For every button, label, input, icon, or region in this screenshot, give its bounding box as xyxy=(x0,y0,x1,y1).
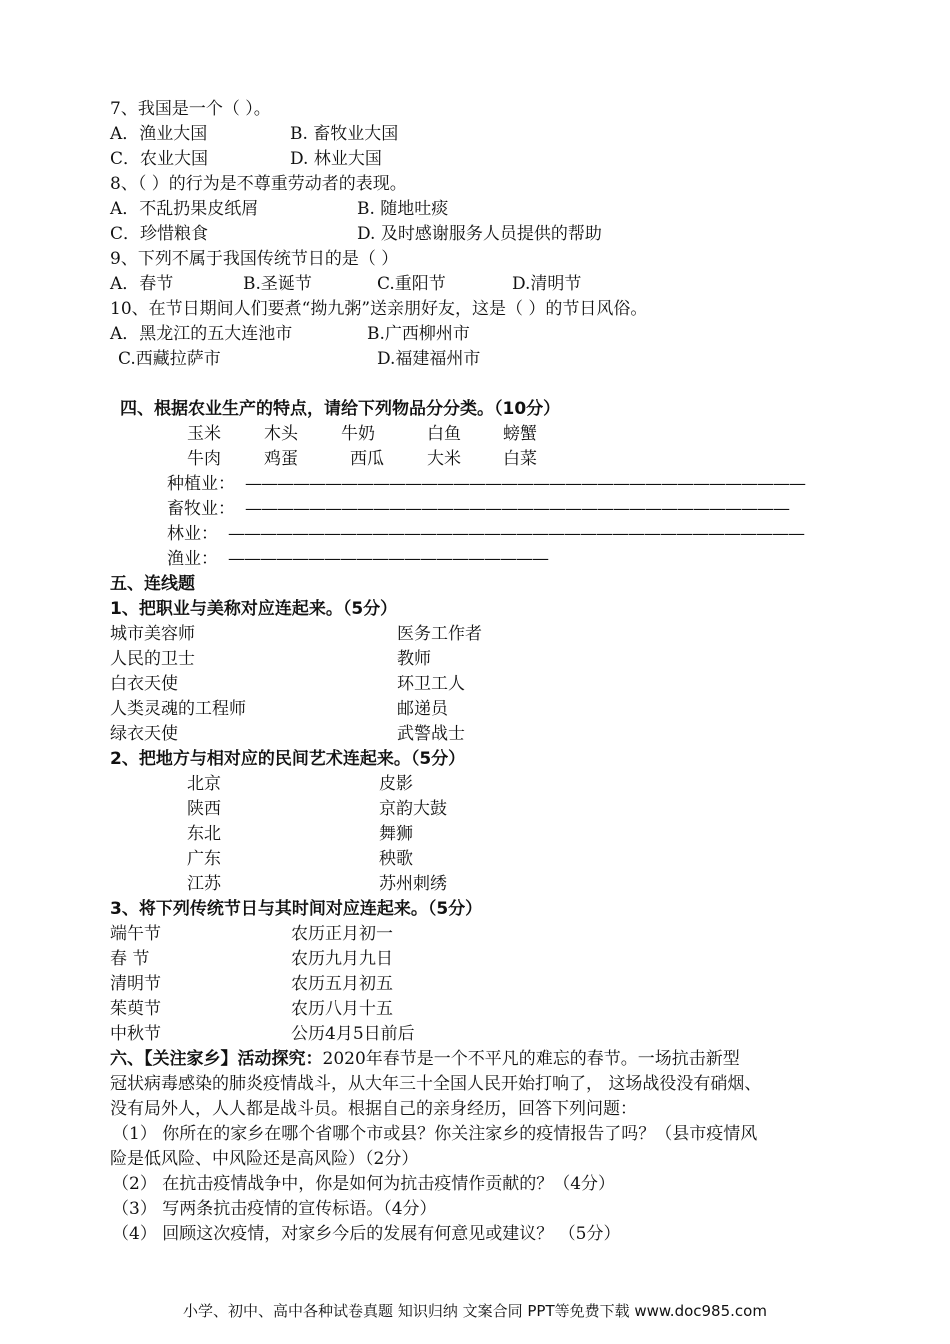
s5-q1-left: 白衣天使 xyxy=(110,674,178,694)
section4-item: 白菜 xyxy=(503,449,537,469)
s5-q2-right: 舞狮 xyxy=(379,824,413,844)
q7-option-c: C．农业大国 xyxy=(110,149,209,169)
section4-title: 四、根据农业生产的特点，请给下列物品分分类。（10分） xyxy=(120,399,561,419)
section5-title: 五、连线题 xyxy=(110,574,195,594)
s5-q2-right: 秧歌 xyxy=(379,849,413,869)
s5-q3-left: 端午节 xyxy=(110,924,161,944)
s5-q2-left: 江苏 xyxy=(187,874,221,894)
section6-q3: （3） 写两条抗击疫情的宣传标语。（4分） xyxy=(112,1199,437,1219)
section4-item: 玉米 xyxy=(187,424,221,444)
section6-title: 六、【关注家乡】活动探究： xyxy=(110,1049,323,1069)
s5-q3-right: 农历九月九日 xyxy=(291,949,393,969)
section6-intro-line3: 没有局外人，人人都是战斗员。根据自己的亲身经历，回答下列问题： xyxy=(110,1099,637,1119)
q10-option-b: B.广西柳州市 xyxy=(367,324,470,344)
section6-intro-line1 xyxy=(110,1047,740,1071)
q10-stem: 10、在节日期间人们要煮“拗九粥”送亲朋好友，这是（ ）的节日风俗。 xyxy=(110,299,648,319)
section6-intro-text: 2020年春节是一个不平凡的难忘的春节。一场抗击新型 xyxy=(322,1049,740,1069)
s5-q1-right: 医务工作者 xyxy=(397,624,482,644)
section6-q2: （2） 在抗击疫情战争中，你是如何为抗击疫情作贡献的？（4分） xyxy=(112,1174,616,1194)
s5-q2-title: 2、把地方与相对应的民间艺术连起来。（5分） xyxy=(110,749,466,769)
section4-item: 螃蟹 xyxy=(503,424,537,444)
q10-option-c: C.西藏拉萨市 xyxy=(118,349,221,369)
s5-q1-right: 武警战士 xyxy=(397,724,465,744)
q9-option-d: D.清明节 xyxy=(512,274,582,294)
q7-option-a: A．渔业大国 xyxy=(110,124,208,144)
s5-q1-right: 教师 xyxy=(397,649,431,669)
blank-fishery-line: ———————————————————— xyxy=(228,549,548,569)
q7-stem: 7、我国是一个（ ）。 xyxy=(110,99,271,119)
page-footer: 小学、初中、高中各种试卷真题 知识归纳 文案合同 PPT等免费下载 www.doc985.com xyxy=(183,1302,767,1320)
blank-forestry-label: 林业： xyxy=(167,524,218,544)
section4-item: 大米 xyxy=(427,449,461,469)
q8-stem: 8、（ ）的行为是不尊重劳动者的表现。 xyxy=(110,174,407,194)
q9-stem: 9、下列不属于我国传统节日的是（ ） xyxy=(110,249,399,269)
s5-q3-right: 农历五月初五 xyxy=(291,974,393,994)
s5-q3-title: 3、将下列传统节日与其时间对应连起来。（5分） xyxy=(110,899,483,919)
s5-q3-right: 农历正月初一 xyxy=(291,924,393,944)
s5-q1-left: 人类灵魂的工程师 xyxy=(110,699,246,719)
section4-item: 木头 xyxy=(264,424,298,444)
q10-option-a: A．黑龙江的五大连池市 xyxy=(110,324,293,344)
blank-animal-label: 畜牧业： xyxy=(167,499,235,519)
s5-q1-left: 城市美容师 xyxy=(110,624,195,644)
section6-q4: （4） 回顾这次疫情，对家乡今后的发展有何意见或建议？ （5分） xyxy=(112,1224,621,1244)
s5-q2-left: 北京 xyxy=(187,774,221,794)
section4-item: 牛肉 xyxy=(187,449,221,469)
q7-option-b: B. 畜牧业大国 xyxy=(290,124,399,144)
q8-option-d: D. 及时感谢服务人员提供的帮助 xyxy=(357,224,602,244)
q9-option-c: C.重阳节 xyxy=(377,274,446,294)
blank-fishery-label: 渔业： xyxy=(167,549,218,569)
s5-q2-right: 苏州刺绣 xyxy=(379,874,447,894)
s5-q1-title: 1、把职业与美称对应连起来。（5分） xyxy=(110,599,398,619)
s5-q3-left: 清明节 xyxy=(110,974,161,994)
section6-q1-line2: 险是低风险、中风险还是高风险）（2分） xyxy=(110,1149,419,1169)
section4-item: 白鱼 xyxy=(427,424,461,444)
s5-q2-right: 京韵大鼓 xyxy=(379,799,447,819)
q8-option-b: B. 随地吐痰 xyxy=(357,199,449,219)
blank-planting-line: ——————————————————————————————————— xyxy=(245,474,805,494)
s5-q3-right: 公历4月5日前后 xyxy=(291,1024,415,1044)
section4-item: 西瓜 xyxy=(350,449,384,469)
s5-q2-left: 东北 xyxy=(187,824,221,844)
blank-forestry-line: ———————————————————————————————————— xyxy=(228,524,804,544)
s5-q3-left: 茱萸节 xyxy=(110,999,161,1019)
section6-q1-line1: （1） 你所在的家乡在哪个省哪个市或县？你关注家乡的疫情报告了吗？（县市疫情风 xyxy=(112,1124,758,1144)
s5-q3-left: 春 节 xyxy=(110,949,150,969)
s5-q1-right: 环卫工人 xyxy=(397,674,465,694)
s5-q1-right: 邮递员 xyxy=(397,699,448,719)
s5-q2-left: 陕西 xyxy=(187,799,221,819)
s5-q2-right: 皮影 xyxy=(379,774,413,794)
blank-planting-label: 种植业： xyxy=(167,474,235,494)
q8-option-a: A．不乱扔果皮纸屑 xyxy=(110,199,259,219)
s5-q3-right: 农历八月十五 xyxy=(291,999,393,1019)
q9-option-a: A．春节 xyxy=(110,274,174,294)
s5-q3-left: 中秋节 xyxy=(110,1024,161,1044)
s5-q1-left: 绿衣天使 xyxy=(110,724,178,744)
s5-q1-left: 人民的卫士 xyxy=(110,649,195,669)
section6-intro-line2: 冠状病毒感染的肺炎疫情战斗，从大年三十全国人民开始打响了， 这场战役没有硝烟、 xyxy=(110,1074,762,1094)
s5-q2-left: 广东 xyxy=(187,849,221,869)
q8-option-c: C．珍惜粮食 xyxy=(110,224,209,244)
q7-option-d: D. 林业大国 xyxy=(290,149,382,169)
q9-option-b: B.圣诞节 xyxy=(243,274,312,294)
section4-item: 牛奶 xyxy=(341,424,375,444)
q10-option-d: D.福建福州市 xyxy=(377,349,481,369)
section4-item: 鸡蛋 xyxy=(264,449,298,469)
blank-animal-line: —————————————————————————————————— xyxy=(245,499,789,519)
